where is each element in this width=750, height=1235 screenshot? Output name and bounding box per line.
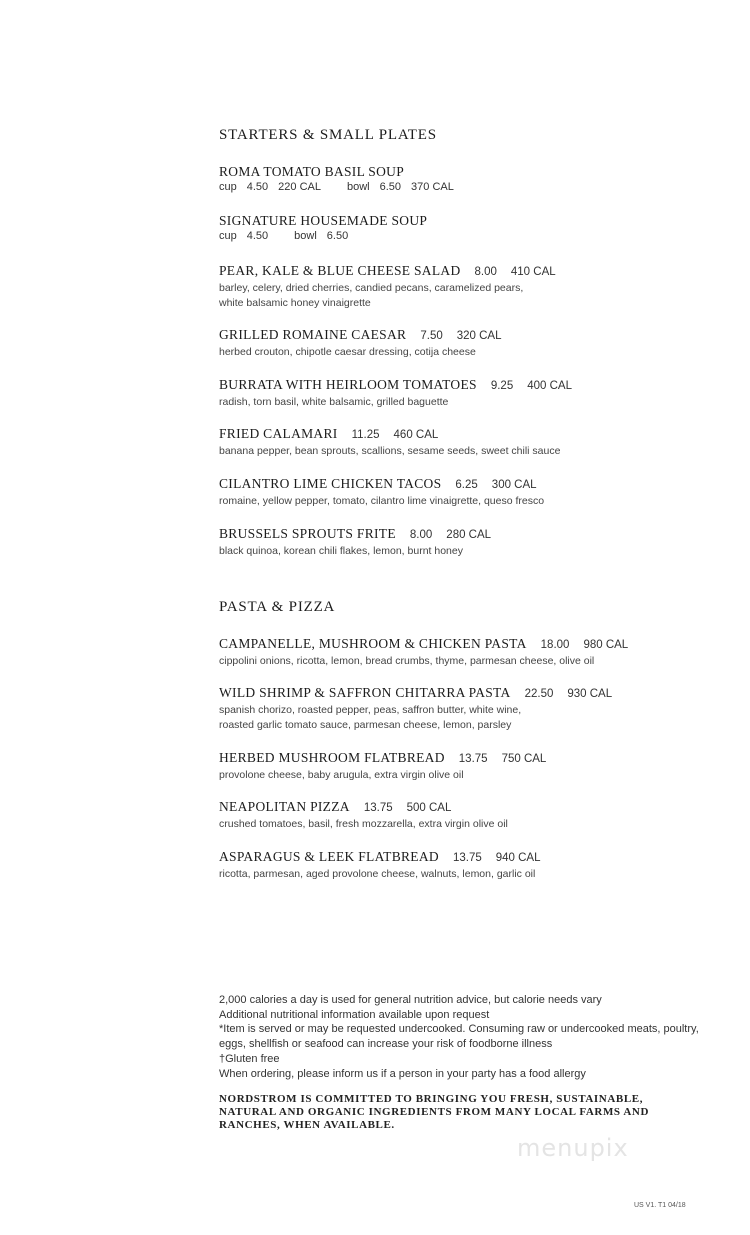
item-calories: 980 CAL xyxy=(583,639,629,651)
item-description: black quinoa, korean chili flakes, lemon, burnt honey xyxy=(219,545,463,557)
cup-cal: 220 CAL xyxy=(278,181,321,193)
item-description: provolone cheese, baby arugula, extra virgin olive oil xyxy=(219,769,464,781)
item-name: ROMA TOMATO BASIL SOUP xyxy=(219,164,405,179)
menu-item-mushroom-flatbread xyxy=(219,749,719,783)
item-name: BRUSSELS SPROUTS FRITE xyxy=(219,526,396,541)
item-calories: 500 CAL xyxy=(406,802,452,814)
item-calories: 400 CAL xyxy=(527,380,572,392)
item-name: HERBED MUSHROOM FLATBREAD xyxy=(219,750,445,765)
item-calories: 280 CAL xyxy=(446,529,492,541)
item-calories: 460 CAL xyxy=(393,429,439,441)
item-price: 9.25 xyxy=(490,380,514,392)
item-description: white balsamic honey vinaigrette xyxy=(219,297,371,309)
item-price: 7.50 xyxy=(420,330,443,342)
item-name: NEAPOLITAN PIZZA xyxy=(219,799,350,814)
item-name: BURRATA WITH HEIRLOOM TOMATOES xyxy=(219,377,477,392)
item-description: romaine, yellow pepper, tomato, cilantro lime vinaigrette, queso fresco xyxy=(219,495,545,507)
item-name: ASPARAGUS & LEEK FLATBREAD xyxy=(219,849,439,864)
note-line: When ordering, please inform us if a person in your party has a food allergy xyxy=(219,1067,586,1080)
cup-label: cup xyxy=(219,181,237,193)
menu-item-burrata xyxy=(219,376,719,410)
commitment-line: NATURAL AND ORGANIC INGREDIENTS FROM MANY LOCAL FARMS AND xyxy=(219,1106,650,1118)
bowl-label: bowl xyxy=(294,230,317,242)
cup-price: 4.50 xyxy=(246,230,269,242)
note-line: *Item is served or may be requested undercooked. Consuming raw or undercooked meats, poultry, xyxy=(219,1023,699,1036)
item-name: PEAR, KALE & BLUE CHEESE SALAD xyxy=(219,263,461,278)
item-description: cippolini onions, ricotta, lemon, bread crumbs, thyme, parmesan cheese, olive oil xyxy=(219,655,595,667)
item-description: radish, torn basil, white balsamic, grilled baguette xyxy=(219,396,449,408)
item-price: 8.00 xyxy=(409,529,433,541)
cup-label: cup xyxy=(219,230,237,242)
commitment-statement xyxy=(219,1093,689,1132)
item-calories: 750 CAL xyxy=(501,753,547,765)
item-calories: 320 CAL xyxy=(456,330,502,342)
menu-item-fried-calamari xyxy=(219,425,719,459)
item-calories: 940 CAL xyxy=(495,852,541,864)
watermark: menupix xyxy=(517,1134,629,1162)
item-name: CAMPANELLE, MUSHROOM & CHICKEN PASTA xyxy=(219,636,527,651)
note-line: eggs, shellfish or seafood can increase your risk of foodborne illness xyxy=(219,1038,553,1051)
nutrition-notes xyxy=(219,993,699,1081)
menu-item-romaine-caesar xyxy=(219,326,719,360)
cup-price: 4.50 xyxy=(246,181,269,193)
item-name: SIGNATURE HOUSEMADE SOUP xyxy=(219,213,428,228)
menu-item-asparagus-flatbread xyxy=(219,848,719,882)
bowl-label: bowl xyxy=(346,181,370,193)
item-price: 13.75 xyxy=(363,802,393,814)
item-description: herbed crouton, chipotle caesar dressing, cotija cheese xyxy=(219,346,476,358)
item-calories: 410 CAL xyxy=(510,266,556,278)
menu-version-code: US V1. T1 04/18 xyxy=(634,1202,686,1209)
menu-item-pear-kale-salad xyxy=(219,262,719,311)
item-calories: 300 CAL xyxy=(491,479,537,491)
menu-item-shrimp-chitarra xyxy=(219,684,719,733)
menu-item-roma-tomato-soup xyxy=(219,163,719,195)
bowl-price: 6.50 xyxy=(326,230,349,242)
item-name: WILD SHRIMP & SAFFRON CHITARRA PASTA xyxy=(219,685,511,700)
commitment-line: RANCHES, WHEN AVAILABLE. xyxy=(219,1119,395,1131)
item-price: 6.25 xyxy=(455,479,478,491)
bowl-price: 6.50 xyxy=(379,181,402,193)
item-price: 22.50 xyxy=(524,688,554,700)
note-line: †Gluten free xyxy=(219,1052,280,1065)
menu-item-campanelle xyxy=(219,635,719,669)
item-price: 11.25 xyxy=(351,429,380,441)
item-name: FRIED CALAMARI xyxy=(219,426,338,441)
menu-item-signature-soup xyxy=(219,212,719,244)
item-description: banana pepper, bean sprouts, scallions, sesame seeds, sweet chili sauce xyxy=(219,445,561,457)
section-title-starters: STARTERS & SMALL PLATES xyxy=(219,127,437,143)
item-description: ricotta, parmesan, aged provolone cheese, walnuts, lemon, garlic oil xyxy=(219,868,536,880)
item-description: barley, celery, dried cherries, candied pecans, caramelized pears, xyxy=(219,282,524,294)
item-description: spanish chorizo, roasted pepper, peas, saffron butter, white wine, xyxy=(219,704,522,716)
item-name: GRILLED ROMAINE CAESAR xyxy=(219,327,407,342)
note-line: Additional nutritional information available upon request xyxy=(219,1008,490,1021)
section-title-pasta: PASTA & PIZZA xyxy=(219,599,336,615)
menu-item-chicken-tacos xyxy=(219,475,719,509)
item-description: crushed tomatoes, basil, fresh mozzarella, extra virgin olive oil xyxy=(219,818,508,830)
item-price: 8.00 xyxy=(474,266,497,278)
menu-item-brussels-sprouts xyxy=(219,525,719,559)
item-description: roasted garlic tomato sauce, parmesan cheese, lemon, parsley xyxy=(219,719,512,731)
item-price: 13.75 xyxy=(458,753,488,765)
commitment-line: NORDSTROM IS COMMITTED TO BRINGING YOU FRESH, SUSTAINABLE, xyxy=(219,1093,644,1105)
item-price: 18.00 xyxy=(540,639,570,651)
bowl-cal: 370 CAL xyxy=(411,181,454,193)
item-name: CILANTRO LIME CHICKEN TACOS xyxy=(219,476,442,491)
item-calories: 930 CAL xyxy=(567,688,613,700)
menu-item-neapolitan-pizza xyxy=(219,798,719,832)
item-price: 13.75 xyxy=(452,852,482,864)
note-line: 2,000 calories a day is used for general nutrition advice, but calorie needs vary xyxy=(219,994,602,1006)
